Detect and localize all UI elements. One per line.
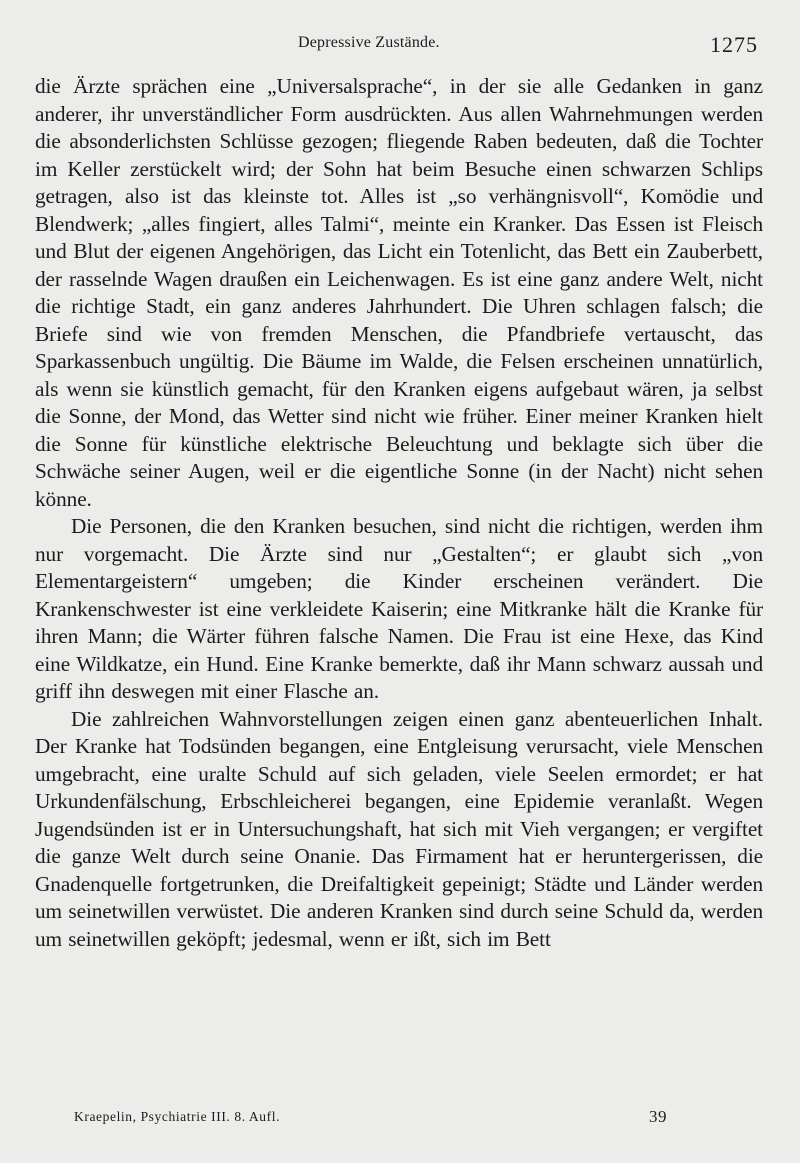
signature-mark: 39 <box>649 1107 667 1126</box>
body-text <box>35 73 763 953</box>
page-header <box>35 30 758 60</box>
paragraph-2: Die Personen, die den Kranken besuchen, sind nicht die richtigen, werden ihm nur vorgemacht. Die Ärzte sind nur „Gestalten“; er glaubt sich „von Elementargeistern“ umgeben; die Kinder erscheinen verändert. Die Krankenschwester ist eine verkleidete Kaiserin; eine Mitkranke hält die Kranke für ihren Mann; die Wärter führen falsche Namen. Die Frau ist eine Hexe, das Kind eine Wildkatze, ein Hund. Eine Kranke bemerkte, daß ihr Mann schwarz aussah und griff ihn deswegen mit einer Flasche an. <box>35 514 763 703</box>
running-head: Depressive Zustände. <box>298 34 440 51</box>
paragraph-1: die Ärzte sprächen eine „Universalsprache“, in der sie alle Gedanken in ganz anderer, ihr unverständlicher Form ausdrückten. Aus allen Wahrnehmungen werden die absonderlichsten Schlüsse gezogen; fliegende Raben bedeuten, daß die Tochter im Keller zerstückelt wird; der Sohn hat beim Besuche einen schwarzen Schlips getragen, also ist das kleinste tot. Alles ist „so verhängnisvoll“, Komödie und Blendwerk; „alles fingiert, alles Talmi“, meinte ein Kranker. Das Essen ist Fleisch und Blut der eigenen Angehörigen, das Licht ein Totenlicht, das Bett ein Zauberbett, der rasselnde Wagen draußen ein Leichenwagen. Es ist eine ganz andere Welt, nicht die richtige Stadt, ein ganz anderes Jahrhundert. Die Uhren schlagen falsch; die Briefe sind wie von fremden Menschen, die Pfandbriefe vertauscht, das Sparkassenbuch ungültig. Die Bäume im Walde, die Felsen erscheinen unnatürlich, als wenn sie künstlich gemacht, für den Kranken eigens aufgebaut wären, ja selbst die Sonne, der Mond, das Wetter sind nicht wie früher. Einer meiner Kranken hielt die Sonne für künstliche elektrische Beleuchtung und beklagte sich über die Schwäche seiner Augen, weil er die eigentliche Sonne (in der Nacht) nicht sehen könne. <box>35 74 763 511</box>
paragraph-3: Die zahlreichen Wahnvorstellungen zeigen einen ganz abenteuerlichen Inhalt. Der Kranke hat Todsünden begangen, eine Entgleisung verursacht, viele Menschen umgebracht, eine uralte Schuld auf sich geladen, viele Seelen ermordet; er hat Urkundenfälschung, Erbschleicherei begangen, eine Epidemie veranlaßt. Wegen Jugendsünden ist er in Untersuchungshaft, hat sich mit Vieh vergangen; er vergiftet die ganze Welt durch seine Onanie. Das Firmament hat er heruntergerissen, die Gnadenquelle fortgetrunken, die Dreifaltigkeit gepeinigt; Städte und Länder werden um seinetwillen verwüstet. Die anderen Kranken sind durch seine Schuld da, werden um seinetwillen geköpft; jedesmal, wenn er ißt, sich im Bett <box>35 706 763 951</box>
page-footer <box>74 1107 667 1131</box>
page-number: 1275 <box>710 32 758 57</box>
footer-citation: Kraepelin, Psychiatrie III. 8. Aufl. <box>74 1109 281 1124</box>
